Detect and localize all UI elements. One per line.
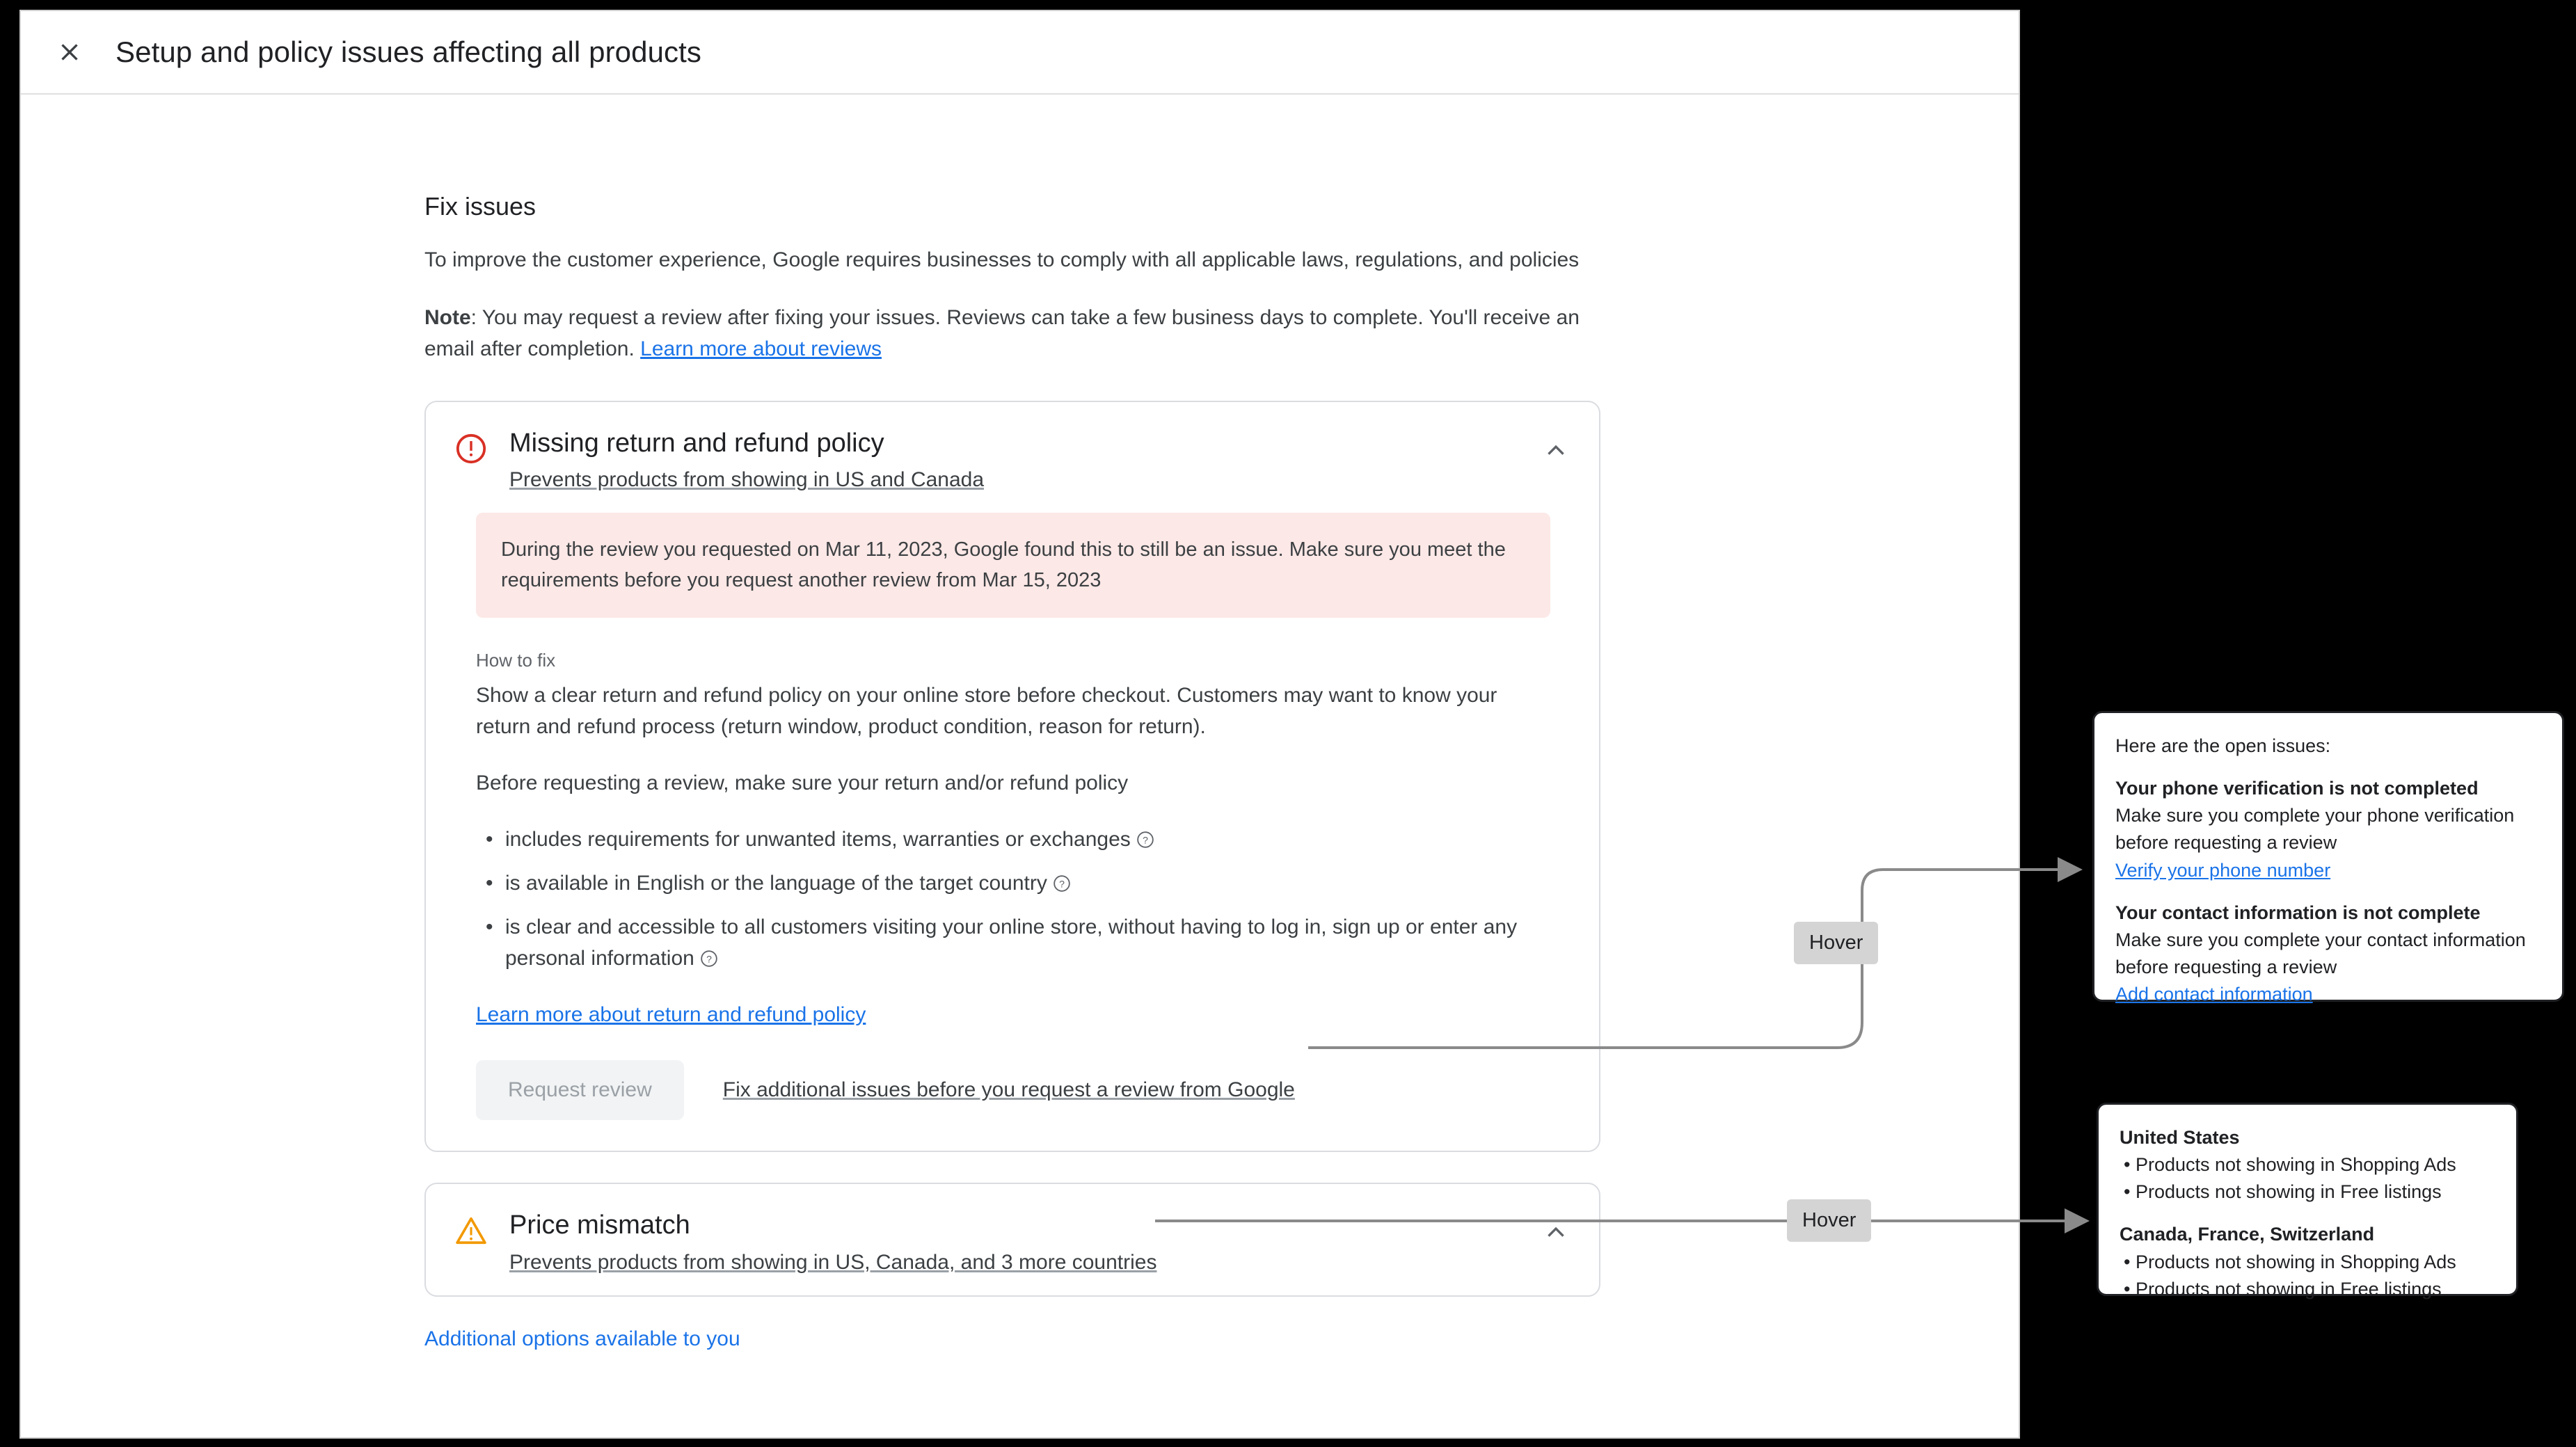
tooltip-affected-countries (2097, 1103, 2518, 1300)
tooltip-country-bullet: • Products not showing in Free listings (2124, 1278, 2442, 1300)
tooltip-body: Make sure you complete your contact information before requesting a review (2115, 929, 2526, 977)
page-title: Setup and policy issues affecting all products (116, 35, 701, 68)
hover-chip-price-mismatch: Hover (1787, 1199, 1871, 1242)
help-icon[interactable] (1053, 870, 1071, 902)
note-text (424, 302, 1593, 365)
issue-subtitle: Prevents products from showing in US, Canada, and 3 more countries (509, 1250, 1157, 1274)
chevron-up-icon[interactable] (1541, 1216, 1571, 1247)
fix-additional-issues-note: Fix additional issues before you request a review from Google (722, 1078, 1295, 1102)
error-icon (455, 433, 487, 465)
issue-title: Price mismatch (509, 1210, 690, 1240)
how-to-fix-text: Show a clear return and refund policy on your online store before checkout. Customers may want to know your return and refund process (return window, product condition, reason for return). (476, 684, 1497, 739)
svg-text:?: ? (1142, 834, 1148, 846)
learn-more-reviews-link[interactable]: Learn more about reviews (640, 337, 882, 360)
requirements-list (476, 824, 1550, 977)
add-contact-information-link[interactable]: Add contact information (2115, 984, 2313, 1005)
note-label: Note (424, 305, 471, 329)
list-item-text: is clear and accessible to all customers visiting your online store, without having to log in, sign up or enter any personal information (505, 916, 1518, 970)
issue-card-missing-return-policy (424, 401, 1600, 1153)
tooltip-heading: Your phone verification is not completed (2115, 778, 2479, 799)
tooltip-country-heading: United States (2120, 1127, 2240, 1148)
note-body: : You may request a review after fixing your issues. Reviews can take a few business days to complete. You'll receive an email after completion. (424, 305, 1580, 360)
list-item (476, 868, 1550, 902)
list-item-text: includes requirements for unwanted items, warranties or exchanges (505, 828, 1131, 852)
lead-text: To improve the customer experience, Google requires businesses to comply with all applicable laws, regulations, and policies (424, 248, 1580, 271)
hover-chip-request-review: Hover (1794, 922, 1878, 964)
review-alert-box: During the review you requested on Mar 11, 2023, Google found this to still be an issue. Make sure you meet the requirements before you request another review from Mar 15, 2023 (476, 513, 1550, 618)
help-icon[interactable] (1136, 826, 1154, 858)
chevron-up-icon[interactable] (1541, 434, 1571, 465)
tooltip-heading: Your contact information is not complete (2115, 902, 2481, 923)
verify-phone-number-link[interactable]: Verify your phone number (2115, 859, 2331, 881)
warning-icon (455, 1215, 487, 1247)
issue-card-price-mismatch (424, 1183, 1600, 1297)
issue-header-text (509, 429, 1541, 493)
tooltip-country-heading: Canada, France, Switzerland (2120, 1224, 2375, 1245)
tooltip-country-bullet-text: Products not showing in Shopping Ads (2135, 1251, 2456, 1272)
issue-title: Missing return and refund policy (509, 428, 884, 458)
tooltip-country-bullet: • Products not showing in Shopping Ads (2124, 1251, 2456, 1272)
issue-card-header[interactable] (426, 1184, 1599, 1295)
section-title: Fix issues (424, 192, 536, 221)
list-item (476, 911, 1550, 977)
dialog-window (19, 10, 2020, 1439)
svg-text:?: ? (706, 953, 712, 965)
issue-subtitle: Prevents products from showing in US and Canada (509, 468, 985, 492)
list-item (476, 824, 1550, 858)
issue-header-text (509, 1210, 1541, 1274)
issue-body (426, 513, 1599, 1151)
tooltip-open-issues (2092, 711, 2564, 1005)
how-to-fix-label: How to fix (476, 650, 556, 671)
list-item-text: is available in English or the language of the target country (505, 872, 1047, 895)
content-column (424, 192, 1600, 1351)
tooltip-intro: Here are the open issues: (2115, 735, 2331, 756)
tooltip-country-bullet-text: Products not showing in Shopping Ads (2135, 1154, 2456, 1176)
tooltip-body: Make sure you complete your phone verification before requesting a review (2115, 805, 2515, 854)
actions-row (476, 1060, 1550, 1120)
tooltip-country-bullet: • Products not showing in Shopping Ads (2124, 1154, 2456, 1176)
close-icon[interactable] (50, 33, 89, 72)
additional-options-link[interactable]: Additional options available to you (424, 1327, 740, 1350)
svg-text:?: ? (1058, 878, 1065, 890)
learn-more-row (476, 1003, 1550, 1027)
dialog-header (21, 11, 2019, 95)
learn-more-return-policy-link[interactable]: Learn more about return and refund policy (476, 1003, 866, 1027)
tooltip-country-bullet: • Products not showing in Free listings (2124, 1181, 2442, 1203)
help-icon[interactable] (700, 945, 718, 977)
before-review-text: Before requesting a review, make sure your return and/or refund policy (476, 772, 1129, 795)
tooltip-country-bullet-text: Products not showing in Free listings (2135, 1181, 2442, 1203)
tooltip-country-bullet-text: Products not showing in Free listings (2135, 1278, 2442, 1300)
issue-card-header[interactable] (426, 402, 1599, 513)
request-review-button[interactable]: Request review (476, 1060, 684, 1120)
